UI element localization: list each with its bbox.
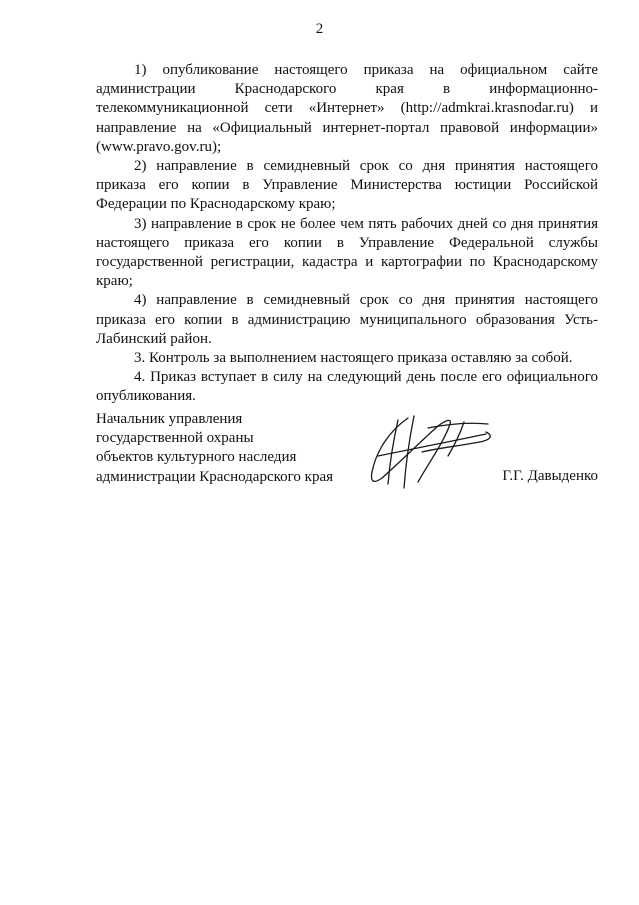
document-body [96,61,598,407]
signatory-title-line: объектов культурного наследия [96,449,297,466]
paragraph-effective-date: 4. Приказ вступает в силу на следующий день после его официального опубликования. [96,369,598,405]
handwritten-signature [368,412,498,494]
page-number: 2 [315,21,324,37]
paragraph-item-4: 4) направление в семидневный срок со дня принятия настоящего приказа его копии в администрацию муниципального образования Усть-Лабинский район. [96,292,598,347]
signatory-title-line: государственной охраны [96,430,254,447]
signatory-title-line: Начальник управления [96,411,243,427]
paragraph-control: 3. Контроль за выполнением настоящего приказа оставляю за собой. [134,350,573,367]
signatory-name: Г.Г. Давыденко [502,468,598,484]
paragraph-item-1: 1) опубликование настоящего приказа на официальном сайте администрации Краснодарского края в информационно-телекоммуникационной сети «Интернет» (http://admkrai.krasnodar.ru) и направление на «Официальный интернет-портал правовой информации» (www.pravo.gov.ru); [96,62,598,155]
paragraph-item-3: 3) направление в срок не более чем пять рабочих дней со дня принятия настоящего приказа его копии в Управление Федеральной службы государственной регистрации, кадастра и картографии по Краснодарскому краю; [96,215,598,290]
signatory-title-line: администрации Краснодарского края [96,468,334,485]
signatory-title [96,410,376,487]
paragraph-item-2: 2) направление в семидневный срок со дня принятия настоящего приказа его копии в Управление Министерства юстиции Российской Федерации по Краснодарскому краю; [96,158,598,213]
